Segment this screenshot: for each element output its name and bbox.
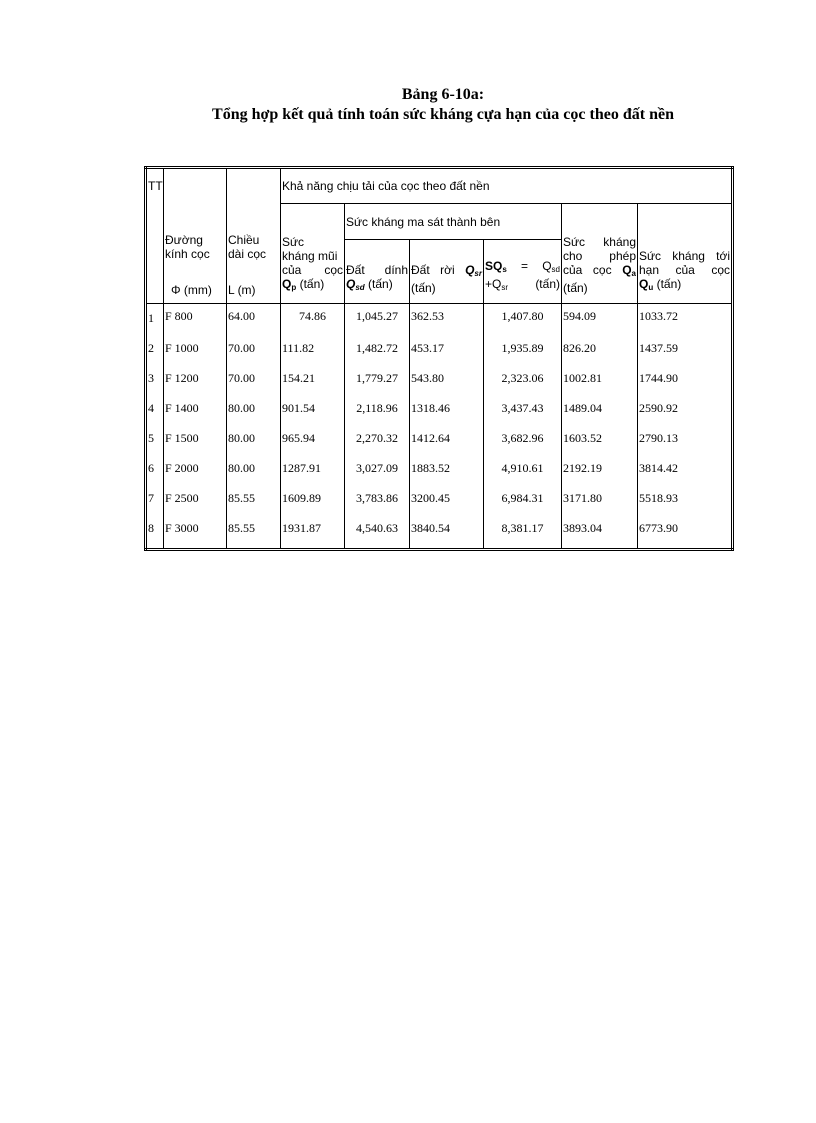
table-cell: 2590.92 <box>638 398 733 428</box>
table-row <box>146 488 733 518</box>
table-cell: 8,381.17 <box>484 518 562 550</box>
header-ma-sat: Sức kháng ma sát thành bên <box>345 204 562 240</box>
table-cell: 2,118.96 <box>345 398 410 428</box>
table-cell: F 3000 <box>164 518 227 550</box>
table-cell: 70.00 <box>227 338 281 368</box>
table-cell: 8 <box>146 518 164 550</box>
table-cell: 1,407.80 <box>484 304 562 339</box>
table-cell: 1489.04 <box>562 398 638 428</box>
table-cell: 6,984.31 <box>484 488 562 518</box>
table-cell: 1,779.27 <box>345 368 410 398</box>
table-cell: 4,540.63 <box>345 518 410 550</box>
table-cell: F 1000 <box>164 338 227 368</box>
table-cell: 453.17 <box>410 338 484 368</box>
table-cell: 1287.91 <box>281 458 345 488</box>
results-table <box>144 166 734 551</box>
header-tong-ma-sat: $SQ_s = Q_{sd}$ $+Q_{sr}$ (tấn) <box>484 240 562 304</box>
table-cell: 2,270.32 <box>345 428 410 458</box>
table-cell: 2192.19 <box>562 458 638 488</box>
table-cell: 7 <box>146 488 164 518</box>
table-cell: 3840.54 <box>410 518 484 550</box>
table-cell: 1 <box>146 304 164 339</box>
table-cell: 1,935.89 <box>484 338 562 368</box>
table-cell: 1,045.27 <box>345 304 410 339</box>
table-cell: F 800 <box>164 304 227 339</box>
table-cell: 543.80 <box>410 368 484 398</box>
header-suc-khang-mui: Sức kháng mũi của cọc $Q_p$ (tấn) <box>281 204 345 304</box>
table-cell: F 1400 <box>164 398 227 428</box>
table-cell: 3814.42 <box>638 458 733 488</box>
table-row <box>146 518 733 550</box>
table-cell: 5 <box>146 428 164 458</box>
table-cell: 3,783.86 <box>345 488 410 518</box>
table-cell: 111.82 <box>281 338 345 368</box>
table-cell: 1318.46 <box>410 398 484 428</box>
table-cell: 85.55 <box>227 488 281 518</box>
header-chieu-dai: Chiều dài cọc L (m) <box>227 168 281 304</box>
table-cell: 1603.52 <box>562 428 638 458</box>
table-cell: F 2000 <box>164 458 227 488</box>
header-duong-kinh: Đường kính cọc Φ (mm) <box>164 168 227 304</box>
table-cell: 1931.87 <box>281 518 345 550</box>
table-cell: 594.09 <box>562 304 638 339</box>
table-cell: F 1200 <box>164 368 227 398</box>
table-cell: 2790.13 <box>638 428 733 458</box>
table-cell: 3,682.96 <box>484 428 562 458</box>
table-cell: 154.21 <box>281 368 345 398</box>
table-cell: 901.54 <box>281 398 345 428</box>
table-cell: 1744.90 <box>638 368 733 398</box>
table-cell: 1033.72 <box>638 304 733 339</box>
table-cell: 3,437.43 <box>484 398 562 428</box>
table-row <box>146 458 733 488</box>
table-row <box>146 398 733 428</box>
table-cell: 1437.59 <box>638 338 733 368</box>
header-kha-nang: Khả năng chịu tải của cọc theo đất nền <box>281 168 733 204</box>
table-cell: F 1500 <box>164 428 227 458</box>
table-subtitle: Tổng hợp kết quả tính toán sức kháng cựa hạn của cọc theo đất nền <box>212 106 674 123</box>
table-row <box>146 428 733 458</box>
table-cell: 4,910.61 <box>484 458 562 488</box>
header-cho-phep: Sức kháng cho phép của cọc $Q_a$ (tấn) <box>562 204 638 304</box>
table-cell: 965.94 <box>281 428 345 458</box>
table-cell: 3171.80 <box>562 488 638 518</box>
table-cell: 2,323.06 <box>484 368 562 398</box>
table-cell: 70.00 <box>227 368 281 398</box>
table-cell: F 2500 <box>164 488 227 518</box>
table-cell: 362.53 <box>410 304 484 339</box>
table-cell: 80.00 <box>227 458 281 488</box>
table-cell: 826.20 <box>562 338 638 368</box>
table-cell: 5518.93 <box>638 488 733 518</box>
table-cell: 6773.90 <box>638 518 733 550</box>
table-cell: 1412.64 <box>410 428 484 458</box>
table-cell: 3893.04 <box>562 518 638 550</box>
table-cell: 64.00 <box>227 304 281 339</box>
table-row <box>146 368 733 398</box>
table-cell: 6 <box>146 458 164 488</box>
table-cell: 4 <box>146 398 164 428</box>
table-cell: 3,027.09 <box>345 458 410 488</box>
table-cell: 3 <box>146 368 164 398</box>
table-cell: 85.55 <box>227 518 281 550</box>
table-cell: 80.00 <box>227 398 281 428</box>
table-cell: 74.86 <box>281 304 345 339</box>
table-cell: 80.00 <box>227 428 281 458</box>
table-title: Bảng 6-10a: <box>401 86 485 103</box>
header-toi-han: Sức kháng tới hạn của cọc $Q_u$ (tấn) <box>638 204 733 304</box>
table-cell: 1609.89 <box>281 488 345 518</box>
table-cell: 1002.81 <box>562 368 638 398</box>
header-dat-roi: Đất rời $Q_{sr}$ (tấn) <box>410 240 484 304</box>
header-dat-dinh: Đất dính $Q_{sd}$ (tấn) <box>345 240 410 304</box>
table-cell: 1883.52 <box>410 458 484 488</box>
table-row <box>146 338 733 368</box>
table-cell: 3200.45 <box>410 488 484 518</box>
table-row <box>146 304 733 339</box>
table-cell: 2 <box>146 338 164 368</box>
header-tt: TT <box>146 168 164 304</box>
table-cell: 1,482.72 <box>345 338 410 368</box>
